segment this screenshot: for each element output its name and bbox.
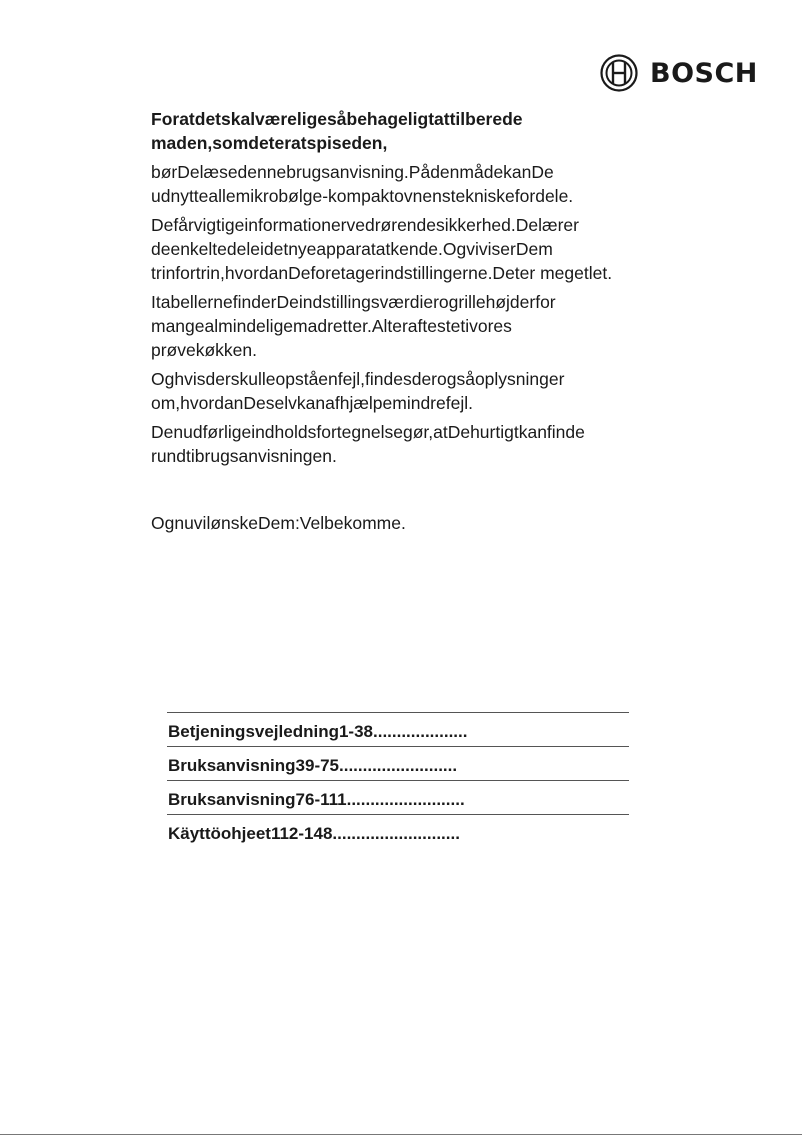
intro-paragraph: børDelæsedennebrugsanvisning.PådenmådekanDe udnytteallemikrobølge-kompaktovnenstekniskefordele.	[151, 162, 574, 206]
intro-paragraph: ItabellernefinderDeindstillingsværdierogrillehøjderfor mangealmindeligemadretter.Alteraftestetivores prøvekøkken.	[151, 292, 556, 360]
toc-entry[interactable]: Käyttöohjeet112-148...........................	[168, 824, 460, 843]
bosch-logo	[600, 54, 758, 92]
intro-heading: Foratdetskalværeligesåbehageligtattilberede maden,somdeteratspiseden,	[151, 109, 523, 153]
intro-paragraph: Oghvisderskulleopståenfejl,findesderogsåoplysninger om,hvordanDeselvkanafhjælpemindrefejl.	[151, 369, 565, 413]
toc-entry[interactable]: Betjeningsvejledning1-38....................	[167, 713, 629, 747]
toc-entry[interactable]: Bruksanvisning76-111.........................	[167, 781, 629, 815]
intro-paragraph: Defårvigtigeinformationervedrørendesikkerhed.Delærer deenkeltedeleidetnyeapparatatkende.OgviviserDem trinfortrin,hvordanDeforetagerindstillingerne.Deter megetlet.	[151, 215, 613, 283]
intro-paragraph: Denudførligeindholdsfortegnelsegør,atDehurtigtkanfinde rundtibrugsanvisningen.	[151, 422, 585, 466]
toc-entry[interactable]: Bruksanvisning39-75.........................	[167, 747, 629, 781]
brand-name: BOSCH	[650, 57, 758, 89]
bosch-armature-icon	[600, 54, 638, 92]
closing-line: OgnuvilønskeDem:Velbekomme.	[151, 513, 406, 533]
bottom-divider	[0, 1134, 802, 1135]
intro-text	[151, 107, 621, 473]
table-of-contents	[167, 712, 629, 849]
